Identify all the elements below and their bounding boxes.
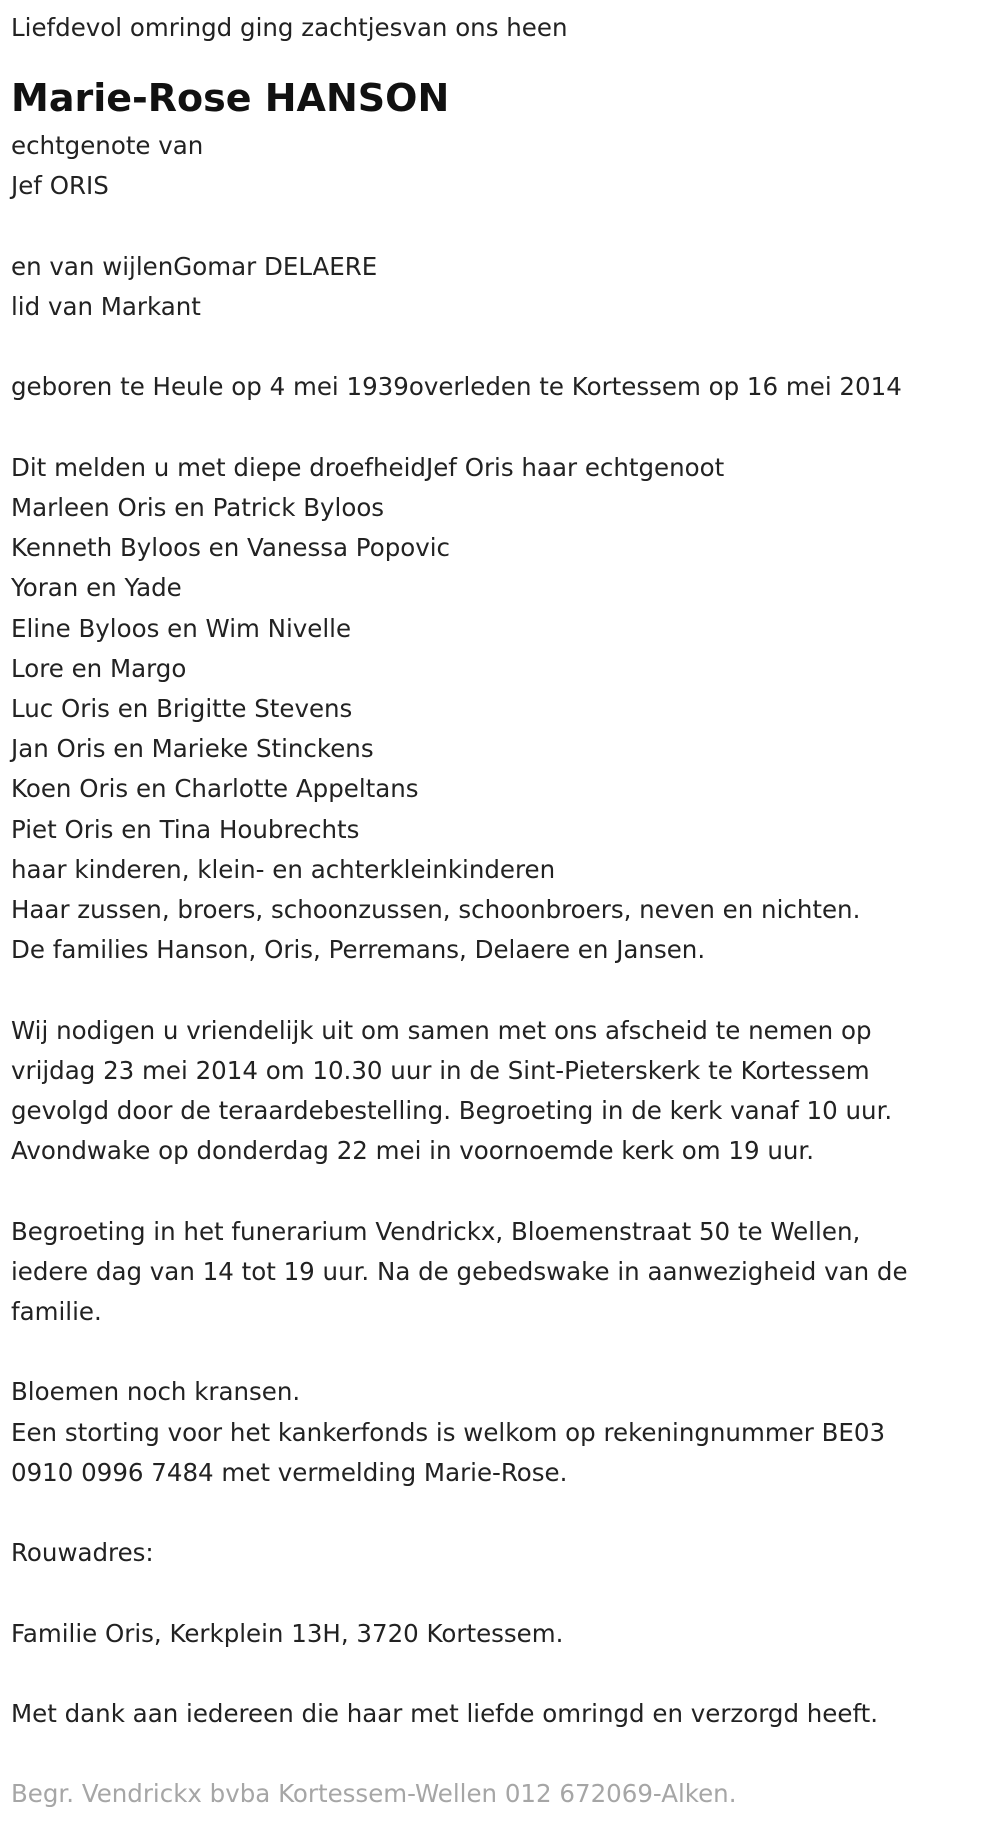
address-label: Rouwadres:: [11, 1538, 154, 1568]
family-line: Luc Oris en Brigitte Stevens: [11, 694, 353, 723]
funerarium-paragraph: [11, 1212, 989, 1333]
membership: lid van Markant: [11, 292, 201, 321]
family-line: De families Hanson, Oris, Perremans, Delaere en Jansen.: [11, 935, 706, 965]
family-line: Kenneth Byloos en Vanessa Popovic: [11, 533, 451, 563]
family-line: Yoran en Yade: [11, 573, 182, 603]
flowers-paragraph: [11, 1372, 989, 1493]
family-line: Eline Byloos en Wim Nivelle: [11, 613, 352, 643]
family-list: [11, 448, 989, 971]
ceremony-line: Wij nodigen u vriendelijk uit om samen met ons afscheid te nemen op: [11, 1015, 872, 1045]
family-line: Piet Oris en Tina Houbrechts: [11, 814, 360, 844]
birth-death-line: geboren te Heule op 4 mei 1939overleden te Kortessem op 16 mei 2014: [11, 372, 902, 402]
funerarium-line: iedere dag van 14 tot 19 uur. Na de gebedswake in aanwezigheid van de: [11, 1256, 908, 1286]
family-line: Jan Oris en Marieke Stinckens: [11, 734, 374, 764]
address-text: Familie Oris, Kerkplein 13H, 3720 Kortessem.: [11, 1618, 564, 1648]
spouse-name: Jef ORIS: [11, 171, 109, 201]
thanks-text: Met dank aan iedereen die haar met liefde omringd en verzorgd heeft.: [11, 1698, 879, 1728]
ceremony-line: Avondwake op donderdag 22 mei in voornoemde kerk om 19 uur.: [11, 1136, 815, 1166]
ceremony-paragraph: [11, 1011, 989, 1172]
family-line: Koen Oris en Charlotte Appeltans: [11, 774, 419, 804]
spouse-label: echtgenote van: [11, 131, 204, 161]
late-spouse: en van wijlenGomar DELAERE: [11, 251, 378, 281]
flowers-line: 0910 0996 7484 met vermelding Marie-Rose.: [11, 1457, 568, 1487]
funerarium-line: Begroeting in het funerarium Vendrickx, Bloemenstraat 50 te Wellen,: [11, 1216, 861, 1246]
family-line: Haar zussen, broers, schoonzussen, schoonbroers, neven en nichten.: [11, 895, 861, 925]
family-line: haar kinderen, klein- en achterkleinkinderen: [11, 854, 556, 884]
family-line: Dit melden u met diepe droefheidJef Oris haar echtgenoot: [11, 452, 725, 482]
deceased-name: Marie-Rose HANSON: [11, 76, 450, 121]
flowers-line: Bloemen noch kransen.: [11, 1377, 301, 1407]
ceremony-line: gevolgd door de teraardebestelling. Begroeting in de kerk vanaf 10 uur.: [11, 1096, 893, 1126]
family-line: Lore en Margo: [11, 653, 187, 683]
funerarium-line: familie.: [11, 1297, 102, 1327]
intro-text: Liefdevol omringd ging zachtjesvan ons heen: [11, 13, 568, 42]
family-line: Marleen Oris en Patrick Byloos: [11, 492, 385, 522]
ceremony-line: vrijdag 23 mei 2014 om 10.30 uur in de Sint-Pieterskerk te Kortessem: [11, 1055, 870, 1085]
footer-credit: Begr. Vendrickx bvba Kortessem-Wellen 012 672069-Alken.: [11, 1779, 737, 1809]
flowers-line: Een storting voor het kankerfonds is welkom op rekeningnummer BE03: [11, 1417, 886, 1447]
